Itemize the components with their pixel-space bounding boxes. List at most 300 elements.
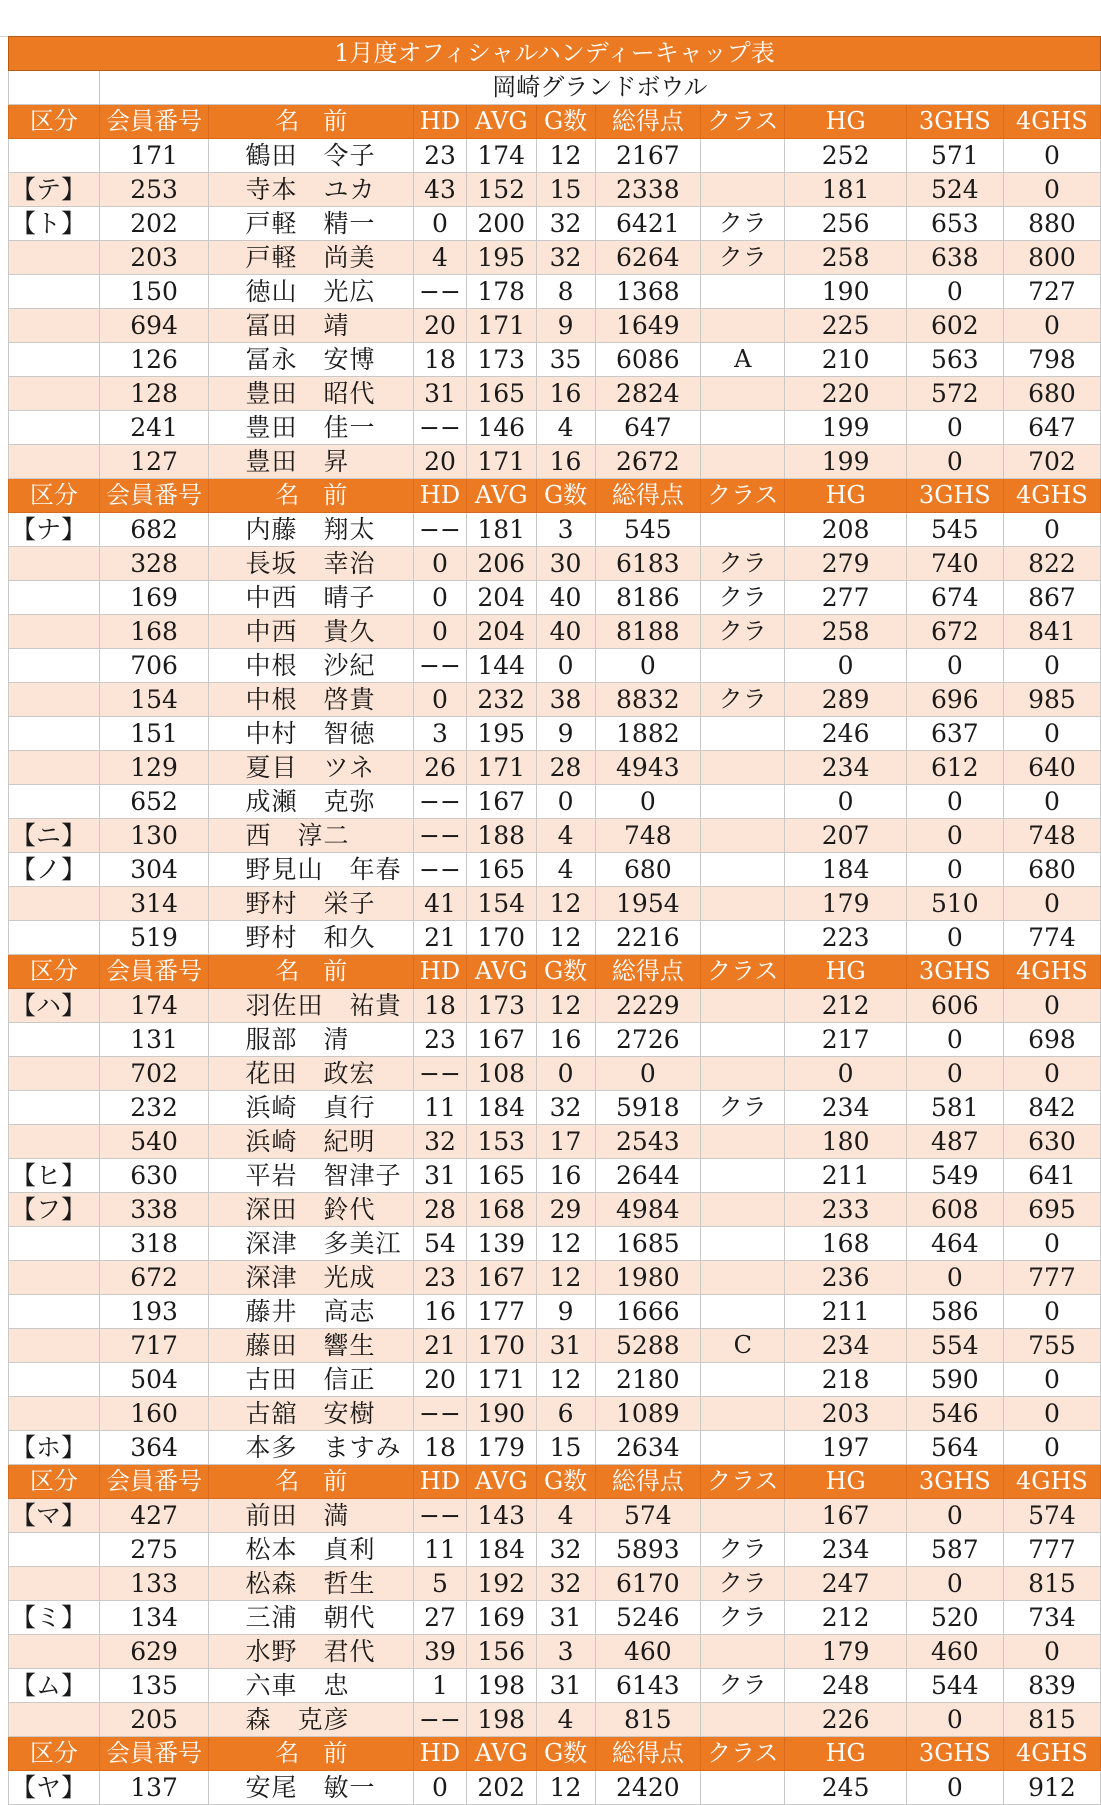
games-cell[interactable]: 12 (536, 139, 595, 173)
3ghs-cell[interactable]: 0 (906, 1567, 1003, 1601)
total-score-cell[interactable]: 2672 (595, 445, 701, 479)
total-score-cell[interactable]: 8832 (595, 683, 701, 717)
header-section[interactable]: 区分 (9, 1737, 100, 1771)
avg-cell[interactable]: 173 (466, 989, 536, 1023)
class-cell[interactable] (701, 1363, 785, 1397)
class-cell[interactable] (701, 1397, 785, 1431)
hg-cell[interactable]: 0 (785, 649, 906, 683)
avg-cell[interactable]: 177 (466, 1295, 536, 1329)
hd-cell[interactable]: −− (414, 649, 467, 683)
header-section[interactable]: 区分 (9, 955, 100, 989)
member-number-cell[interactable]: 241 (99, 411, 209, 445)
3ghs-cell[interactable]: 0 (906, 411, 1003, 445)
hd-cell[interactable]: 41 (414, 887, 467, 921)
section-cell[interactable] (9, 1261, 100, 1295)
member-number-cell[interactable]: 171 (99, 139, 209, 173)
header-avg[interactable]: AVG (466, 1465, 536, 1499)
games-cell[interactable]: 38 (536, 683, 595, 717)
avg-cell[interactable]: 232 (466, 683, 536, 717)
member-number-cell[interactable]: 702 (99, 1057, 209, 1091)
avg-cell[interactable]: 152 (466, 173, 536, 207)
member-number-cell[interactable]: 629 (99, 1635, 209, 1669)
member-number-cell[interactable]: 318 (99, 1227, 209, 1261)
name-cell[interactable]: 野村 栄子 (209, 887, 414, 921)
games-cell[interactable]: 0 (536, 649, 595, 683)
header-total-score[interactable]: 総得点 (595, 1737, 701, 1771)
total-score-cell[interactable]: 4943 (595, 751, 701, 785)
hg-cell[interactable]: 190 (785, 275, 906, 309)
avg-cell[interactable]: 167 (466, 1023, 536, 1057)
class-cell[interactable] (701, 921, 785, 955)
name-cell[interactable]: 深田 鈴代 (209, 1193, 414, 1227)
games-cell[interactable]: 16 (536, 445, 595, 479)
4ghs-cell[interactable]: 774 (1003, 921, 1100, 955)
avg-cell[interactable]: 184 (466, 1091, 536, 1125)
header-games[interactable]: G数 (536, 105, 595, 139)
member-number-cell[interactable]: 504 (99, 1363, 209, 1397)
section-cell[interactable] (9, 649, 100, 683)
hd-cell[interactable]: 11 (414, 1091, 467, 1125)
class-cell[interactable] (701, 1703, 785, 1737)
hg-cell[interactable]: 225 (785, 309, 906, 343)
member-number-cell[interactable]: 151 (99, 717, 209, 751)
3ghs-cell[interactable]: 0 (906, 853, 1003, 887)
header-total-score[interactable]: 総得点 (595, 1465, 701, 1499)
name-cell[interactable]: 松本 貞利 (209, 1533, 414, 1567)
name-cell[interactable]: 藤田 響生 (209, 1329, 414, 1363)
games-cell[interactable]: 31 (536, 1669, 595, 1703)
4ghs-cell[interactable]: 0 (1003, 1295, 1100, 1329)
member-number-cell[interactable]: 630 (99, 1159, 209, 1193)
section-cell[interactable]: 【ニ】 (9, 819, 100, 853)
name-cell[interactable]: 鶴田 令子 (209, 139, 414, 173)
member-number-cell[interactable]: 232 (99, 1091, 209, 1125)
hg-cell[interactable]: 234 (785, 1533, 906, 1567)
class-cell[interactable] (701, 1261, 785, 1295)
hg-cell[interactable]: 180 (785, 1125, 906, 1159)
total-score-cell[interactable]: 5288 (595, 1329, 701, 1363)
games-cell[interactable]: 6 (536, 1397, 595, 1431)
hd-cell[interactable]: 18 (414, 343, 467, 377)
avg-cell[interactable]: 168 (466, 1193, 536, 1227)
3ghs-cell[interactable]: 0 (906, 1023, 1003, 1057)
name-cell[interactable]: 戸軽 精一 (209, 207, 414, 241)
3ghs-cell[interactable]: 672 (906, 615, 1003, 649)
member-number-cell[interactable]: 540 (99, 1125, 209, 1159)
3ghs-cell[interactable]: 637 (906, 717, 1003, 751)
4ghs-cell[interactable]: 0 (1003, 139, 1100, 173)
header-3ghs[interactable]: 3GHS (906, 955, 1003, 989)
name-cell[interactable]: 豊田 昇 (209, 445, 414, 479)
hg-cell[interactable]: 168 (785, 1227, 906, 1261)
total-score-cell[interactable]: 1089 (595, 1397, 701, 1431)
4ghs-cell[interactable]: 647 (1003, 411, 1100, 445)
hg-cell[interactable]: 167 (785, 1499, 906, 1533)
total-score-cell[interactable]: 2726 (595, 1023, 701, 1057)
4ghs-cell[interactable]: 574 (1003, 1499, 1100, 1533)
games-cell[interactable]: 4 (536, 411, 595, 445)
hg-cell[interactable]: 236 (785, 1261, 906, 1295)
games-cell[interactable]: 16 (536, 1023, 595, 1057)
header-hg[interactable]: HG (785, 1465, 906, 1499)
4ghs-cell[interactable]: 0 (1003, 649, 1100, 683)
total-score-cell[interactable]: 8188 (595, 615, 701, 649)
total-score-cell[interactable]: 1666 (595, 1295, 701, 1329)
header-name[interactable]: 名 前 (209, 105, 414, 139)
name-cell[interactable]: 安尾 敏一 (209, 1771, 414, 1805)
hd-cell[interactable]: 1 (414, 1669, 467, 1703)
section-cell[interactable] (9, 1125, 100, 1159)
hd-cell[interactable]: 5 (414, 1567, 467, 1601)
avg-cell[interactable]: 143 (466, 1499, 536, 1533)
name-cell[interactable]: 中根 啓貴 (209, 683, 414, 717)
hd-cell[interactable]: 23 (414, 1261, 467, 1295)
games-cell[interactable]: 17 (536, 1125, 595, 1159)
games-cell[interactable]: 29 (536, 1193, 595, 1227)
games-cell[interactable]: 3 (536, 513, 595, 547)
avg-cell[interactable]: 139 (466, 1227, 536, 1261)
3ghs-cell[interactable]: 0 (906, 649, 1003, 683)
hd-cell[interactable]: 23 (414, 139, 467, 173)
name-cell[interactable]: 森 克彦 (209, 1703, 414, 1737)
blank-cell[interactable] (9, 71, 100, 105)
games-cell[interactable]: 4 (536, 853, 595, 887)
hg-cell[interactable]: 0 (785, 785, 906, 819)
hg-cell[interactable]: 226 (785, 1703, 906, 1737)
3ghs-cell[interactable]: 638 (906, 241, 1003, 275)
hd-cell[interactable]: −− (414, 785, 467, 819)
hd-cell[interactable]: 21 (414, 1329, 467, 1363)
class-cell[interactable] (701, 1057, 785, 1091)
class-cell[interactable]: クラ (701, 547, 785, 581)
class-cell[interactable] (701, 717, 785, 751)
avg-cell[interactable]: 192 (466, 1567, 536, 1601)
member-number-cell[interactable]: 134 (99, 1601, 209, 1635)
member-number-cell[interactable]: 130 (99, 819, 209, 853)
header-section[interactable]: 区分 (9, 479, 100, 513)
total-score-cell[interactable]: 5246 (595, 1601, 701, 1635)
hg-cell[interactable]: 223 (785, 921, 906, 955)
class-cell[interactable] (701, 411, 785, 445)
3ghs-cell[interactable]: 572 (906, 377, 1003, 411)
3ghs-cell[interactable]: 520 (906, 1601, 1003, 1635)
3ghs-cell[interactable]: 545 (906, 513, 1003, 547)
avg-cell[interactable]: 108 (466, 1057, 536, 1091)
name-cell[interactable]: 花田 政宏 (209, 1057, 414, 1091)
member-number-cell[interactable]: 131 (99, 1023, 209, 1057)
4ghs-cell[interactable]: 0 (1003, 1057, 1100, 1091)
class-cell[interactable]: クラ (701, 683, 785, 717)
class-cell[interactable] (701, 785, 785, 819)
hg-cell[interactable]: 179 (785, 1635, 906, 1669)
total-score-cell[interactable]: 6170 (595, 1567, 701, 1601)
class-cell[interactable] (701, 513, 785, 547)
header-hd[interactable]: HD (414, 1465, 467, 1499)
total-score-cell[interactable]: 1954 (595, 887, 701, 921)
class-cell[interactable] (701, 1635, 785, 1669)
section-cell[interactable]: 【ヒ】 (9, 1159, 100, 1193)
4ghs-cell[interactable]: 0 (1003, 1227, 1100, 1261)
avg-cell[interactable]: 170 (466, 1329, 536, 1363)
avg-cell[interactable]: 195 (466, 717, 536, 751)
hg-cell[interactable]: 208 (785, 513, 906, 547)
hd-cell[interactable]: 39 (414, 1635, 467, 1669)
games-cell[interactable]: 4 (536, 819, 595, 853)
games-cell[interactable]: 3 (536, 1635, 595, 1669)
section-cell[interactable] (9, 615, 100, 649)
section-cell[interactable]: 【マ】 (9, 1499, 100, 1533)
4ghs-cell[interactable]: 734 (1003, 1601, 1100, 1635)
avg-cell[interactable]: 173 (466, 343, 536, 377)
section-cell[interactable]: 【ミ】 (9, 1601, 100, 1635)
hd-cell[interactable]: 21 (414, 921, 467, 955)
hg-cell[interactable]: 218 (785, 1363, 906, 1397)
name-cell[interactable]: 夏目 ツネ (209, 751, 414, 785)
4ghs-cell[interactable]: 630 (1003, 1125, 1100, 1159)
member-number-cell[interactable]: 128 (99, 377, 209, 411)
games-cell[interactable]: 32 (536, 1533, 595, 1567)
4ghs-cell[interactable]: 0 (1003, 1431, 1100, 1465)
hd-cell[interactable]: 28 (414, 1193, 467, 1227)
class-cell[interactable] (701, 1227, 785, 1261)
hg-cell[interactable]: 211 (785, 1295, 906, 1329)
hd-cell[interactable]: −− (414, 513, 467, 547)
total-score-cell[interactable]: 1685 (595, 1227, 701, 1261)
class-cell[interactable] (701, 173, 785, 207)
4ghs-cell[interactable]: 867 (1003, 581, 1100, 615)
name-cell[interactable]: 豊田 昭代 (209, 377, 414, 411)
header-total-score[interactable]: 総得点 (595, 955, 701, 989)
name-cell[interactable]: 本多 ますみ (209, 1431, 414, 1465)
games-cell[interactable]: 35 (536, 343, 595, 377)
4ghs-cell[interactable]: 680 (1003, 853, 1100, 887)
section-cell[interactable]: 【ヤ】 (9, 1771, 100, 1805)
section-cell[interactable] (9, 683, 100, 717)
avg-cell[interactable]: 178 (466, 275, 536, 309)
total-score-cell[interactable]: 574 (595, 1499, 701, 1533)
class-cell[interactable] (701, 887, 785, 921)
member-number-cell[interactable]: 137 (99, 1771, 209, 1805)
member-number-cell[interactable]: 160 (99, 1397, 209, 1431)
member-number-cell[interactable]: 168 (99, 615, 209, 649)
hd-cell[interactable]: 43 (414, 173, 467, 207)
games-cell[interactable]: 9 (536, 309, 595, 343)
name-cell[interactable]: 浜崎 貞行 (209, 1091, 414, 1125)
name-cell[interactable]: 野村 和久 (209, 921, 414, 955)
hg-cell[interactable]: 279 (785, 547, 906, 581)
3ghs-cell[interactable]: 563 (906, 343, 1003, 377)
header-name[interactable]: 名 前 (209, 1465, 414, 1499)
games-cell[interactable]: 16 (536, 1159, 595, 1193)
hg-cell[interactable]: 184 (785, 853, 906, 887)
3ghs-cell[interactable]: 653 (906, 207, 1003, 241)
hd-cell[interactable]: −− (414, 1499, 467, 1533)
avg-cell[interactable]: 179 (466, 1431, 536, 1465)
games-cell[interactable]: 31 (536, 1329, 595, 1363)
hd-cell[interactable]: −− (414, 1057, 467, 1091)
header-total-score[interactable]: 総得点 (595, 105, 701, 139)
total-score-cell[interactable]: 5893 (595, 1533, 701, 1567)
section-cell[interactable] (9, 717, 100, 751)
header-member-number[interactable]: 会員番号 (99, 479, 209, 513)
hd-cell[interactable]: 31 (414, 377, 467, 411)
3ghs-cell[interactable]: 546 (906, 1397, 1003, 1431)
4ghs-cell[interactable]: 815 (1003, 1703, 1100, 1737)
hg-cell[interactable]: 258 (785, 241, 906, 275)
header-4ghs[interactable]: 4GHS (1003, 1737, 1100, 1771)
name-cell[interactable]: 前田 満 (209, 1499, 414, 1533)
hg-cell[interactable]: 212 (785, 1601, 906, 1635)
4ghs-cell[interactable]: 0 (1003, 513, 1100, 547)
name-cell[interactable]: 深津 光成 (209, 1261, 414, 1295)
section-cell[interactable] (9, 377, 100, 411)
class-cell[interactable] (701, 1499, 785, 1533)
4ghs-cell[interactable]: 727 (1003, 275, 1100, 309)
total-score-cell[interactable]: 1368 (595, 275, 701, 309)
class-cell[interactable] (701, 377, 785, 411)
4ghs-cell[interactable]: 815 (1003, 1567, 1100, 1601)
4ghs-cell[interactable]: 641 (1003, 1159, 1100, 1193)
class-cell[interactable]: クラ (701, 207, 785, 241)
hg-cell[interactable]: 245 (785, 1771, 906, 1805)
class-cell[interactable] (701, 751, 785, 785)
3ghs-cell[interactable]: 0 (906, 1703, 1003, 1737)
section-cell[interactable]: 【ホ】 (9, 1431, 100, 1465)
avg-cell[interactable]: 204 (466, 581, 536, 615)
games-cell[interactable]: 30 (536, 547, 595, 581)
hd-cell[interactable]: 27 (414, 1601, 467, 1635)
member-number-cell[interactable]: 202 (99, 207, 209, 241)
class-cell[interactable] (701, 309, 785, 343)
member-number-cell[interactable]: 154 (99, 683, 209, 717)
avg-cell[interactable]: 171 (466, 309, 536, 343)
class-cell[interactable] (701, 1159, 785, 1193)
name-cell[interactable]: 羽佐田 祐貴 (209, 989, 414, 1023)
hd-cell[interactable]: −− (414, 853, 467, 887)
sheet-title[interactable]: 1月度オフィシャルハンディーキャップ表 (9, 37, 1101, 71)
games-cell[interactable]: 4 (536, 1703, 595, 1737)
section-cell[interactable]: 【ノ】 (9, 853, 100, 887)
hd-cell[interactable]: 18 (414, 1431, 467, 1465)
member-number-cell[interactable]: 205 (99, 1703, 209, 1737)
section-cell[interactable] (9, 751, 100, 785)
avg-cell[interactable]: 200 (466, 207, 536, 241)
section-cell[interactable] (9, 1363, 100, 1397)
header-hd[interactable]: HD (414, 479, 467, 513)
total-score-cell[interactable]: 2824 (595, 377, 701, 411)
4ghs-cell[interactable]: 842 (1003, 1091, 1100, 1125)
section-cell[interactable] (9, 887, 100, 921)
name-cell[interactable]: 松森 哲生 (209, 1567, 414, 1601)
avg-cell[interactable]: 206 (466, 547, 536, 581)
3ghs-cell[interactable]: 0 (906, 275, 1003, 309)
member-number-cell[interactable]: 304 (99, 853, 209, 887)
hg-cell[interactable]: 179 (785, 887, 906, 921)
total-score-cell[interactable]: 748 (595, 819, 701, 853)
section-cell[interactable] (9, 1329, 100, 1363)
4ghs-cell[interactable]: 777 (1003, 1533, 1100, 1567)
avg-cell[interactable]: 190 (466, 1397, 536, 1431)
games-cell[interactable]: 0 (536, 785, 595, 819)
class-cell[interactable]: クラ (701, 1669, 785, 1703)
member-number-cell[interactable]: 717 (99, 1329, 209, 1363)
4ghs-cell[interactable]: 0 (1003, 1397, 1100, 1431)
class-cell[interactable] (701, 1431, 785, 1465)
total-score-cell[interactable]: 2229 (595, 989, 701, 1023)
header-games[interactable]: G数 (536, 479, 595, 513)
games-cell[interactable]: 9 (536, 1295, 595, 1329)
member-number-cell[interactable]: 427 (99, 1499, 209, 1533)
header-member-number[interactable]: 会員番号 (99, 1737, 209, 1771)
member-number-cell[interactable]: 338 (99, 1193, 209, 1227)
name-cell[interactable]: 中西 晴子 (209, 581, 414, 615)
member-number-cell[interactable]: 694 (99, 309, 209, 343)
4ghs-cell[interactable]: 798 (1003, 343, 1100, 377)
hg-cell[interactable]: 207 (785, 819, 906, 853)
class-cell[interactable] (701, 819, 785, 853)
header-hd[interactable]: HD (414, 955, 467, 989)
total-score-cell[interactable]: 2180 (595, 1363, 701, 1397)
hd-cell[interactable]: 20 (414, 309, 467, 343)
3ghs-cell[interactable]: 602 (906, 309, 1003, 343)
header-name[interactable]: 名 前 (209, 1737, 414, 1771)
total-score-cell[interactable]: 1882 (595, 717, 701, 751)
3ghs-cell[interactable]: 606 (906, 989, 1003, 1023)
class-cell[interactable] (701, 649, 785, 683)
hg-cell[interactable]: 246 (785, 717, 906, 751)
hg-cell[interactable]: 181 (785, 173, 906, 207)
hg-cell[interactable]: 233 (785, 1193, 906, 1227)
class-cell[interactable] (701, 275, 785, 309)
section-cell[interactable] (9, 309, 100, 343)
3ghs-cell[interactable]: 740 (906, 547, 1003, 581)
avg-cell[interactable]: 146 (466, 411, 536, 445)
header-games[interactable]: G数 (536, 1465, 595, 1499)
3ghs-cell[interactable]: 696 (906, 683, 1003, 717)
name-cell[interactable]: 寺本 ユカ (209, 173, 414, 207)
name-cell[interactable]: 服部 清 (209, 1023, 414, 1057)
class-cell[interactable]: A (701, 343, 785, 377)
hd-cell[interactable]: 18 (414, 989, 467, 1023)
avg-cell[interactable]: 165 (466, 377, 536, 411)
header-3ghs[interactable]: 3GHS (906, 1737, 1003, 1771)
hg-cell[interactable]: 203 (785, 1397, 906, 1431)
total-score-cell[interactable]: 6183 (595, 547, 701, 581)
class-cell[interactable] (701, 1125, 785, 1159)
hd-cell[interactable]: −− (414, 275, 467, 309)
3ghs-cell[interactable]: 544 (906, 1669, 1003, 1703)
header-hg[interactable]: HG (785, 479, 906, 513)
section-cell[interactable] (9, 581, 100, 615)
avg-cell[interactable]: 167 (466, 1261, 536, 1295)
header-hd[interactable]: HD (414, 1737, 467, 1771)
hd-cell[interactable]: 16 (414, 1295, 467, 1329)
member-number-cell[interactable]: 682 (99, 513, 209, 547)
total-score-cell[interactable]: 0 (595, 785, 701, 819)
games-cell[interactable]: 12 (536, 1363, 595, 1397)
hd-cell[interactable]: 0 (414, 207, 467, 241)
hg-cell[interactable]: 210 (785, 343, 906, 377)
total-score-cell[interactable]: 2644 (595, 1159, 701, 1193)
total-score-cell[interactable]: 2216 (595, 921, 701, 955)
name-cell[interactable]: 古舘 安樹 (209, 1397, 414, 1431)
3ghs-cell[interactable]: 612 (906, 751, 1003, 785)
header-avg[interactable]: AVG (466, 479, 536, 513)
avg-cell[interactable]: 170 (466, 921, 536, 955)
section-cell[interactable]: 【フ】 (9, 1193, 100, 1227)
name-cell[interactable]: 藤井 高志 (209, 1295, 414, 1329)
member-number-cell[interactable]: 133 (99, 1567, 209, 1601)
